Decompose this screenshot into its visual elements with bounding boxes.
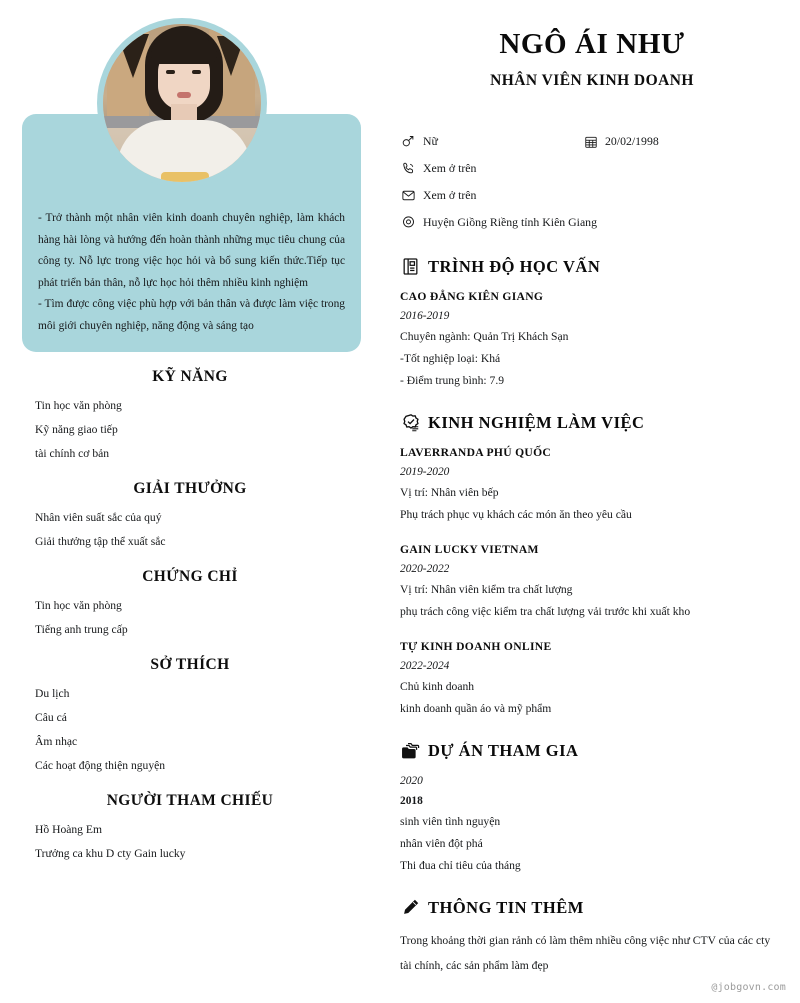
experience-detail: Chủ kinh doanh	[400, 680, 475, 693]
experience-org: TỰ KINH DOANH ONLINE	[400, 640, 552, 653]
education-date: 2016-2019	[400, 310, 450, 322]
contact-gender	[400, 133, 582, 150]
education-org: CAO ĐẲNG KIÊN GIANG	[400, 290, 544, 303]
education-entry	[400, 287, 788, 392]
list-item: Du lịch	[35, 687, 70, 700]
education-detail: Chuyên ngành: Quản Trị Khách Sạn	[400, 330, 569, 343]
references-heading: NGƯỜI THAM CHIẾU	[106, 792, 274, 809]
skills-heading: KỸ NĂNG	[152, 368, 228, 385]
contact-row	[400, 209, 788, 236]
projects-date-italic: 2020	[400, 775, 423, 787]
list-item: Hồ Hoàng Em	[35, 823, 102, 836]
education-detail: - Điểm trung bình: 7.9	[400, 374, 505, 387]
experience-date: 2020-2022	[400, 563, 450, 575]
envelope-icon	[400, 187, 417, 204]
hobbies-heading: SỞ THÍCH	[150, 656, 230, 673]
photo-eye-right	[192, 70, 201, 74]
gender-value: Nữ	[423, 134, 438, 148]
additional-title: THÔNG TIN THÊM	[428, 897, 584, 917]
experience-detail: phụ trách công việc kiểm tra chất lượng vải trước khi xuất kho	[400, 605, 691, 618]
job-title: NHÂN VIÊN KINH DOANH	[490, 72, 694, 89]
experience-org: GAIN LUCKY VIETNAM	[400, 543, 539, 556]
projects-date-bold: 2018	[400, 795, 423, 807]
projects-detail: Thi đua chỉ tiêu của tháng	[400, 859, 521, 872]
section-certificates	[0, 560, 380, 642]
additional-heading	[400, 897, 788, 918]
pen-icon	[400, 897, 421, 918]
location-pin-icon	[400, 214, 417, 231]
name-header	[396, 0, 788, 92]
contact-email	[400, 187, 582, 204]
contact-row	[400, 155, 788, 182]
phone-icon	[400, 160, 417, 177]
right-column	[396, 0, 788, 978]
projects-heading	[400, 740, 788, 761]
gender-icon	[400, 133, 417, 150]
section-references	[0, 784, 380, 866]
projects-detail: nhân viên đột phá	[400, 837, 483, 850]
career-objective	[38, 208, 345, 337]
section-education	[396, 256, 788, 392]
education-heading	[400, 256, 788, 277]
projects-entry	[400, 771, 788, 877]
experience-org: LAVERRANDA PHÚ QUỐC	[400, 446, 552, 459]
list-item: Kỹ năng giao tiếp	[35, 423, 118, 436]
section-projects	[396, 740, 788, 877]
education-detail: -Tốt nghiệp loại: Khá	[400, 352, 501, 365]
experience-detail: kinh doanh quần áo và mỹ phẩm	[400, 702, 552, 715]
left-column	[0, 360, 380, 872]
contact-birthday	[582, 133, 659, 150]
contact-row	[400, 128, 788, 155]
folders-icon	[400, 740, 421, 761]
list-item: Tin học văn phòng	[35, 399, 122, 412]
additional-entry	[400, 928, 788, 978]
section-hobbies	[0, 648, 380, 778]
experience-entry	[400, 443, 788, 526]
section-additional-info	[396, 897, 788, 978]
experience-detail: Phụ trách phục vụ khách các món ăn theo yêu cầu	[400, 508, 632, 521]
education-title: TRÌNH ĐỘ HỌC VẤN	[428, 256, 601, 276]
list-item: Nhân viên suất sắc của quý	[35, 511, 162, 524]
contact-row	[400, 182, 788, 209]
experience-date: 2019-2020	[400, 466, 450, 478]
section-awards	[0, 472, 380, 554]
additional-detail: tài chính, các sản phẩm làm đẹp	[400, 959, 549, 972]
list-item: Âm nhạc	[35, 735, 78, 748]
section-skills	[0, 360, 380, 466]
email-value: Xem ở trên	[423, 188, 477, 202]
list-item: tài chính cơ bản	[35, 447, 110, 460]
additional-detail: Trong khoảng thời gian rảnh có làm thêm nhiều công việc như CTV của các cty	[400, 934, 771, 947]
projects-detail: sinh viên tình nguyện	[400, 815, 501, 828]
book-icon	[400, 256, 421, 277]
photo-eye-left	[166, 70, 175, 74]
list-item: Tiếng anh trung cấp	[35, 623, 128, 636]
list-item: Câu cá	[35, 711, 67, 724]
experience-detail: Vị trí: Nhân viên bếp	[400, 486, 499, 499]
experience-date: 2022-2024	[400, 660, 450, 672]
awards-heading: GIẢI THƯỞNG	[133, 480, 247, 497]
objective-line-2: - Tìm được công việc phù hợp với bản thân và được làm việc trong môi giới chuyên nghiệp, năng động và sáng tạo	[38, 298, 345, 332]
badge-check-icon	[400, 412, 421, 433]
photo-lips	[177, 92, 191, 98]
list-item: Giải thưởng tập thể xuất sắc	[35, 535, 166, 548]
experience-entry	[400, 637, 788, 720]
experience-entry	[400, 540, 788, 623]
page-title: NGÔ ÁI NHƯ	[499, 28, 685, 60]
certificates-heading: CHỨNG CHỈ	[142, 568, 238, 585]
objective-line-1: - Trở thành một nhân viên kinh doanh chuyên nghiệp, làm khách hàng hài lòng và hướng đến hoàn thành những mục tiêu chung của công ty. Nỗ lực trong việc học hỏi và bổ sung kiến thức.Tiếp tục phát triển bản thân, nỗ lực học hỏi thêm nhiều kinh nghiệm	[38, 212, 345, 289]
profile-photo-block	[0, 0, 380, 360]
list-item: Tin học văn phòng	[35, 599, 122, 612]
experience-heading	[400, 412, 788, 433]
contact-phone	[400, 160, 582, 177]
list-item: Trưởng ca khu D cty Gain lucky	[35, 847, 186, 860]
photo-shirt-print	[161, 172, 209, 182]
contact-address	[400, 214, 597, 231]
experience-title: KINH NGHIỆM LÀM VIỆC	[428, 412, 645, 432]
phone-value: Xem ở trên	[423, 161, 477, 175]
photo-fringe	[151, 38, 217, 64]
birthday-value: 20/02/1998	[605, 134, 659, 148]
projects-title: DỰ ÁN THAM GIA	[428, 740, 579, 760]
list-item: Các hoạt động thiện nguyện	[35, 759, 166, 772]
watermark: @jobgovn.com	[711, 982, 786, 993]
section-experience	[396, 412, 788, 720]
contact-block	[396, 128, 788, 236]
address-value: Huyện Giồng Riềng tỉnh Kiên Giang	[423, 215, 597, 229]
calendar-icon	[582, 133, 599, 150]
avatar	[103, 24, 261, 182]
experience-detail: Vị trí: Nhân viên kiểm tra chất lượng	[400, 583, 573, 596]
